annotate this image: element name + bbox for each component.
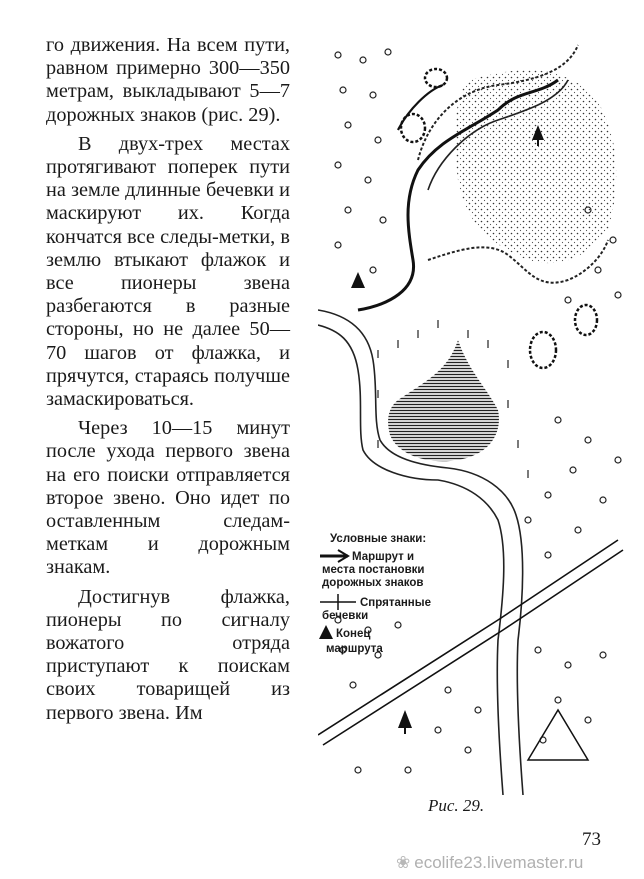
pond bbox=[575, 305, 597, 335]
watermark-text: ecolife23.livemaster.ru bbox=[414, 853, 584, 872]
legend-route-line3: дорожных знаков bbox=[322, 577, 424, 589]
legend-title: Условные знаки: bbox=[330, 533, 427, 545]
legend-end-line1: Конец bbox=[336, 628, 371, 640]
legend-route-line1: Маршрут и bbox=[352, 551, 415, 563]
body-text-column bbox=[46, 34, 290, 731]
route-map-figure bbox=[318, 40, 636, 795]
map-legend bbox=[319, 533, 431, 655]
legend-route-arrow-icon bbox=[320, 550, 348, 562]
paragraph-1: го движения. На всем пути, равном примерно 300—350 метрам, выкладывают 5—7 дорожных знаков (рис. 29). bbox=[46, 34, 290, 126]
page-number: 73 bbox=[582, 829, 601, 850]
flower-icon: ❀ bbox=[396, 853, 411, 872]
lake bbox=[388, 340, 499, 461]
pond bbox=[401, 114, 425, 142]
legend-end-triangle-icon bbox=[319, 625, 333, 639]
pond bbox=[530, 332, 556, 368]
route-line-upper bbox=[398, 85, 443, 130]
paragraph-3: Через 10—15 минут после ухода первого звена на его поиски отправляется второе звено. Оно идет по оставленным следам-меткам и дорожным знакам. bbox=[46, 417, 290, 579]
legend-string-icon bbox=[320, 594, 356, 610]
sand-area bbox=[455, 70, 616, 263]
watermark bbox=[396, 853, 583, 873]
paragraph-2: В двух-трех местах протягивают поперек пути на земле длинные бечевки и маскируют их. Когда кончатся все следы-метки, в землю втыкают флажок и все пионеры звена разбегаются в разные стороны, но не далее 50—70 шагов от флажка, и прячутся, стараясь получше замаскироваться. bbox=[46, 132, 290, 411]
pond bbox=[425, 69, 447, 87]
figure-caption: Рис. 29. bbox=[428, 796, 485, 815]
paragraph-4: Достигнув флажка, пионеры по сигналу вожатого отряда приступают к поискам своих товарищей из первого звена. Им bbox=[46, 585, 290, 724]
route-end-triangle bbox=[351, 272, 365, 288]
legend-end-line2: маршрута bbox=[326, 643, 383, 655]
river-right-bank bbox=[318, 310, 523, 795]
legend-strings-line1: Спрятанные bbox=[360, 597, 431, 609]
camp-icon bbox=[528, 710, 588, 760]
legend-route-line2: места постановки bbox=[322, 564, 425, 576]
legend-strings-line2: бечевки bbox=[322, 610, 369, 622]
